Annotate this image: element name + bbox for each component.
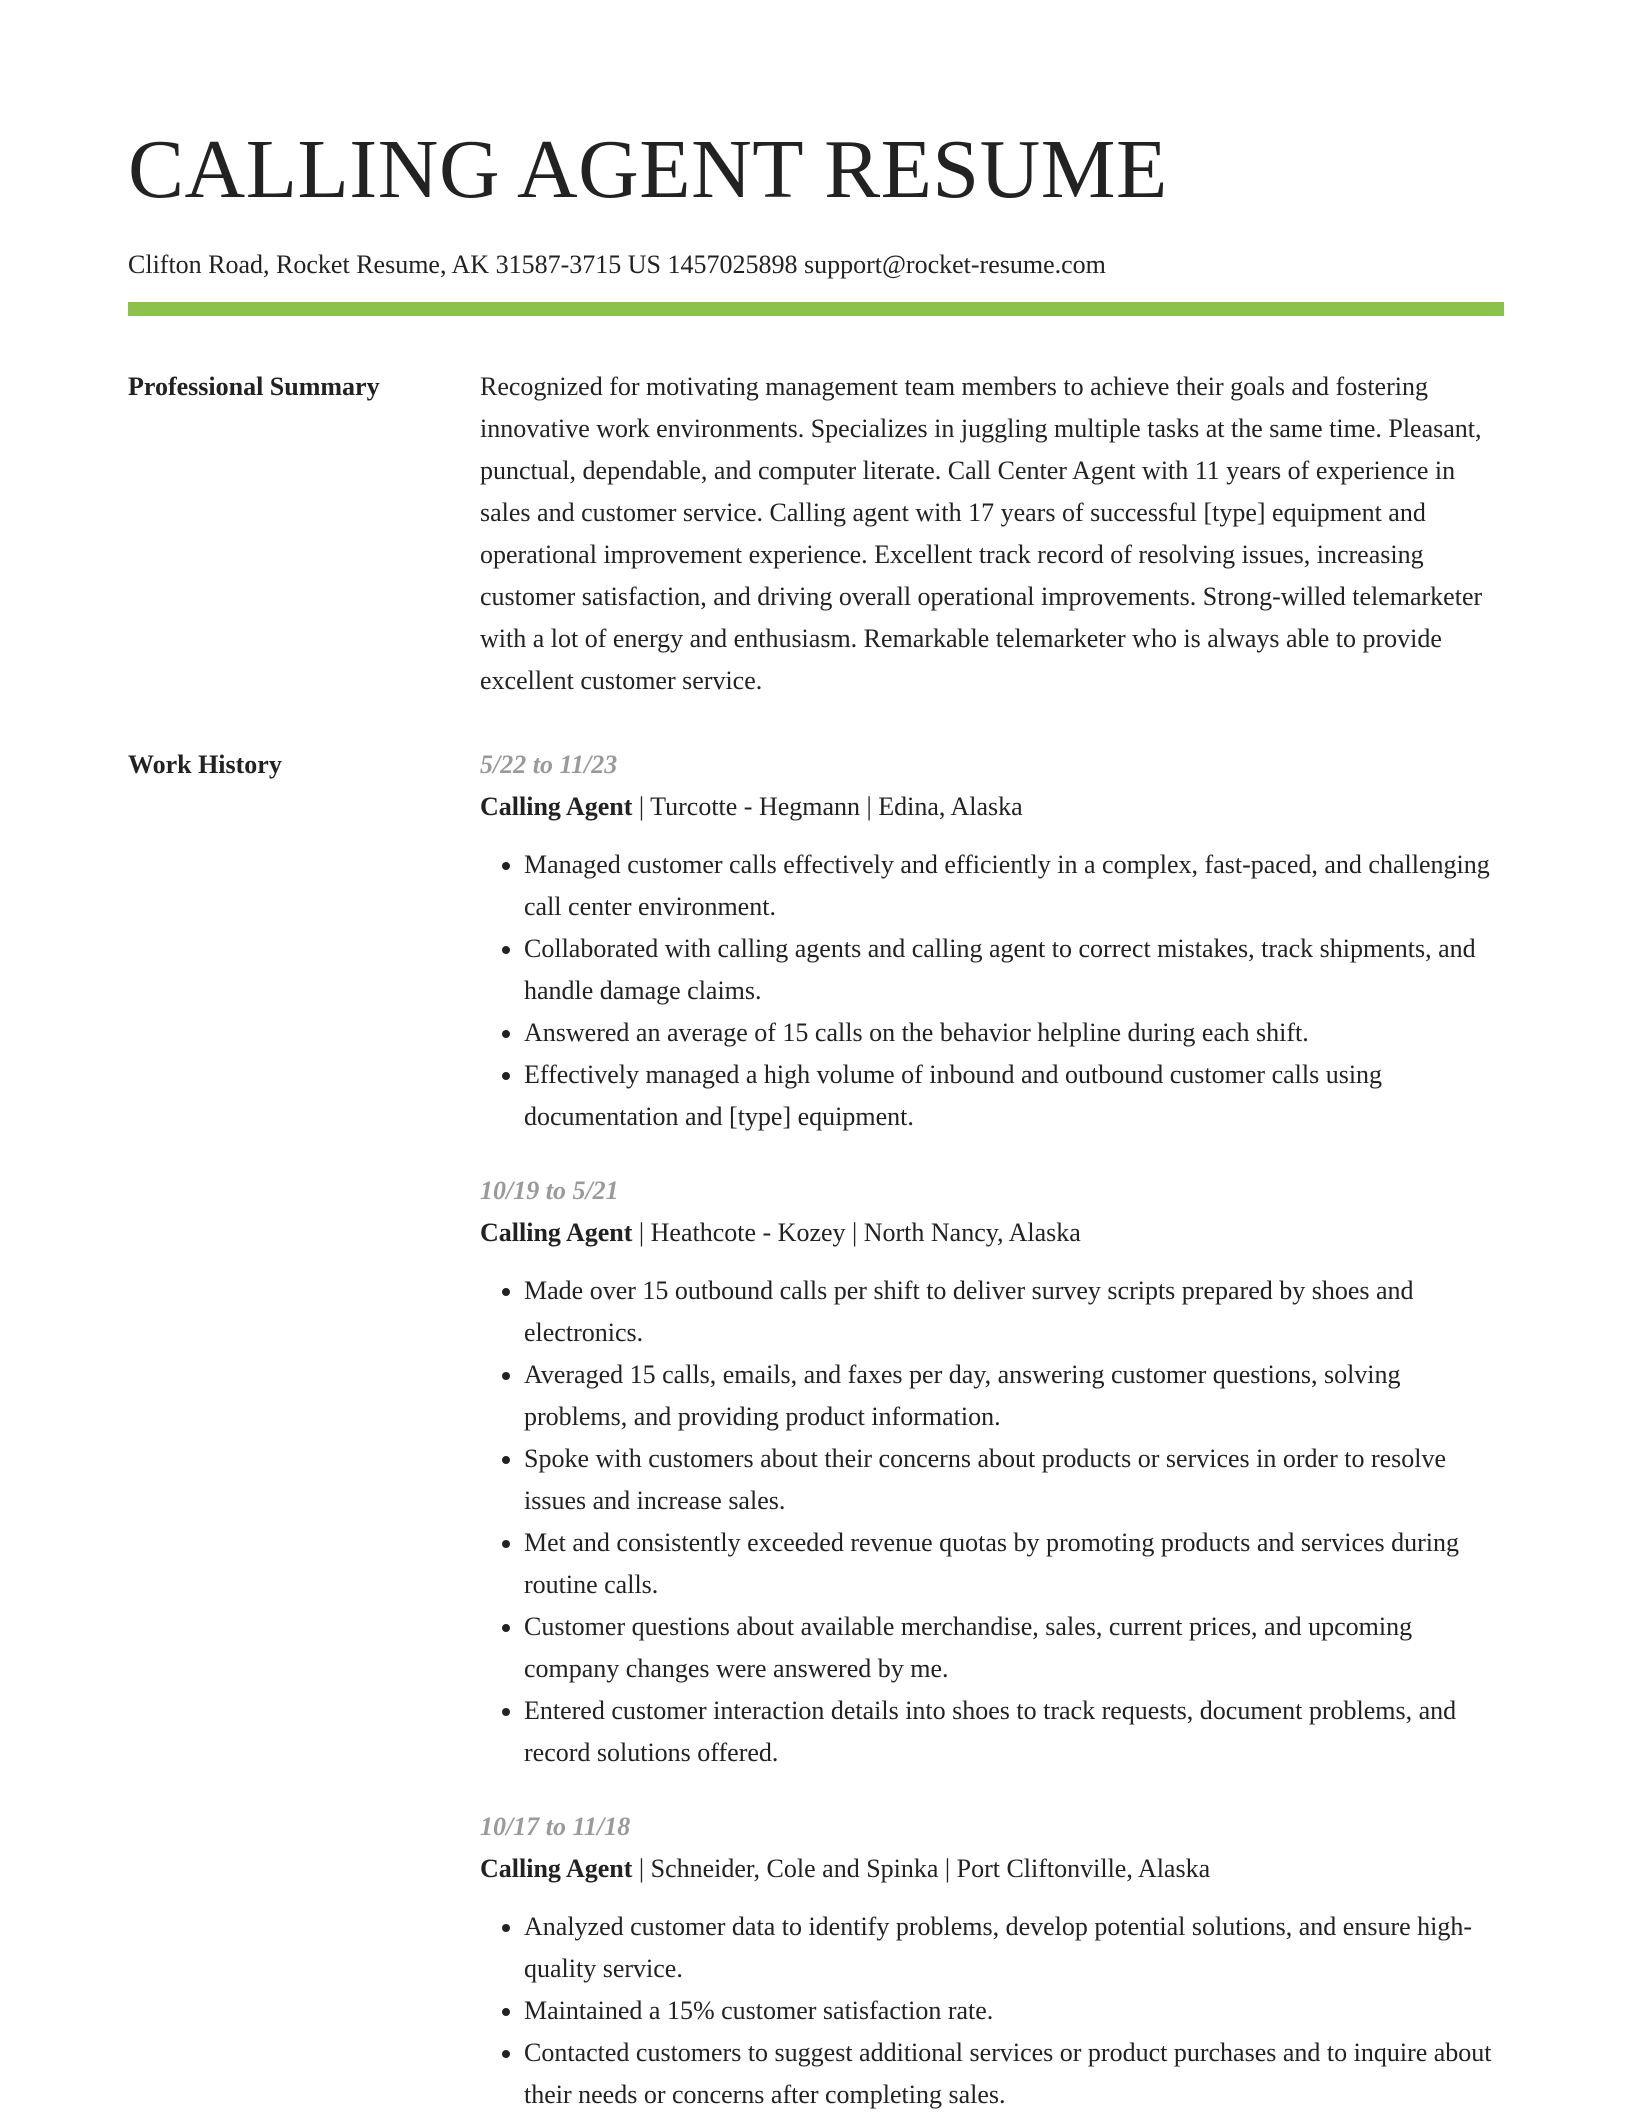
job-title-line [480,1212,1504,1254]
job-bullet: • Contacted customers to suggest additional services or product purchases and to inquire about their needs or concerns after completing sales. [524,2032,1504,2116]
job-details: | Heathcote - Kozey | North Nancy, Alaska [632,1218,1081,1247]
job-bullet: • Met and consistently exceeded revenue quotas by promoting products and services during routine calls. [524,1522,1504,1606]
job-bullet: • Customer questions about available merchandise, sales, current prices, and upcoming company changes were answered by me. [524,1606,1504,1690]
job-title-line [480,786,1504,828]
job-bullet: • Effectively managed a high volume of inbound and outbound customer calls using documentation and [type] equipment. [524,1054,1504,1138]
job-bullets [480,1906,1504,2116]
job-entry [480,1806,1504,2116]
job-title: Calling Agent [480,792,633,821]
job-bullet: • Maintained a 15% customer satisfaction rate. [524,1990,1504,2032]
job-title-line [480,1848,1504,1890]
job-entry [480,744,1504,1138]
summary-body [480,366,1504,702]
job-bullet: • Spoke with customers about their concerns about products or services in order to resolve issues and increase sales. [524,1438,1504,1522]
job-bullet: • Analyzed customer data to identify problems, develop potential solutions, and ensure high-quality service. [524,1906,1504,1990]
job-bullet: • Answered an average of 15 calls on the behavior helpline during each shift. [524,1012,1504,1054]
job-details: | Turcotte - Hegmann | Edina, Alaska [632,792,1023,821]
job-bullet: • Made over 15 outbound calls per shift to deliver survey scripts prepared by shoes and electronics. [524,1270,1504,1354]
work-history-section [128,744,1504,2116]
section-label-summary: Professional Summary [128,372,380,401]
job-title: Calling Agent [480,1218,633,1247]
section-label-work-history: Work History [128,750,282,779]
resume-page [128,0,1504,2116]
job-details: | Schneider, Cole and Spinka | Port Cliftonville, Alaska [632,1854,1211,1883]
job-bullet: • Entered customer interaction details into shoes to track requests, document problems, and record solutions offered. [524,1690,1504,1774]
job-dates: 10/17 to 11/18 [480,1812,631,1841]
job-title: Calling Agent [480,1854,633,1883]
job-bullets [480,1270,1504,1774]
work-history-body [480,744,1504,2116]
accent-divider [128,302,1504,316]
contact-line: Clifton Road, Rocket Resume, AK 31587-3715 US 1457025898 support@rocket-resume.com [128,250,1106,279]
job-dates: 10/19 to 5/21 [480,1176,619,1205]
job-bullet: • Averaged 15 calls, emails, and faxes per day, answering customer questions, solving problems, and providing product information. [524,1354,1504,1438]
job-entry [480,1170,1504,1774]
job-dates: 5/22 to 11/23 [480,750,618,779]
resume-title: CALLING AGENT RESUME [128,123,1168,216]
job-bullets [480,844,1504,1138]
summary-text: Recognized for motivating management team members to achieve their goals and fostering innovative work environments. Specializes in juggling multiple tasks at the same time. Pleasant, punctual, dependable, and computer literate. Call Center Agent with 11 years of experience in sales and customer service. Calling agent with 17 years of successful [type] equipment and operational improvement experience. Excellent track record of resolving issues, increasing customer satisfaction, and driving overall operational improvements. Strong-willed telemarketer with a lot of energy and enthusiasm. Remarkable telemarketer who is always able to provide excellent customer service. [480,372,1483,695]
professional-summary-section [128,366,1504,702]
job-bullet: • Collaborated with calling agents and calling agent to correct mistakes, track shipments, and handle damage claims. [524,928,1504,1012]
job-bullet: • Managed customer calls effectively and efficiently in a complex, fast-paced, and challenging call center environment. [524,844,1504,928]
